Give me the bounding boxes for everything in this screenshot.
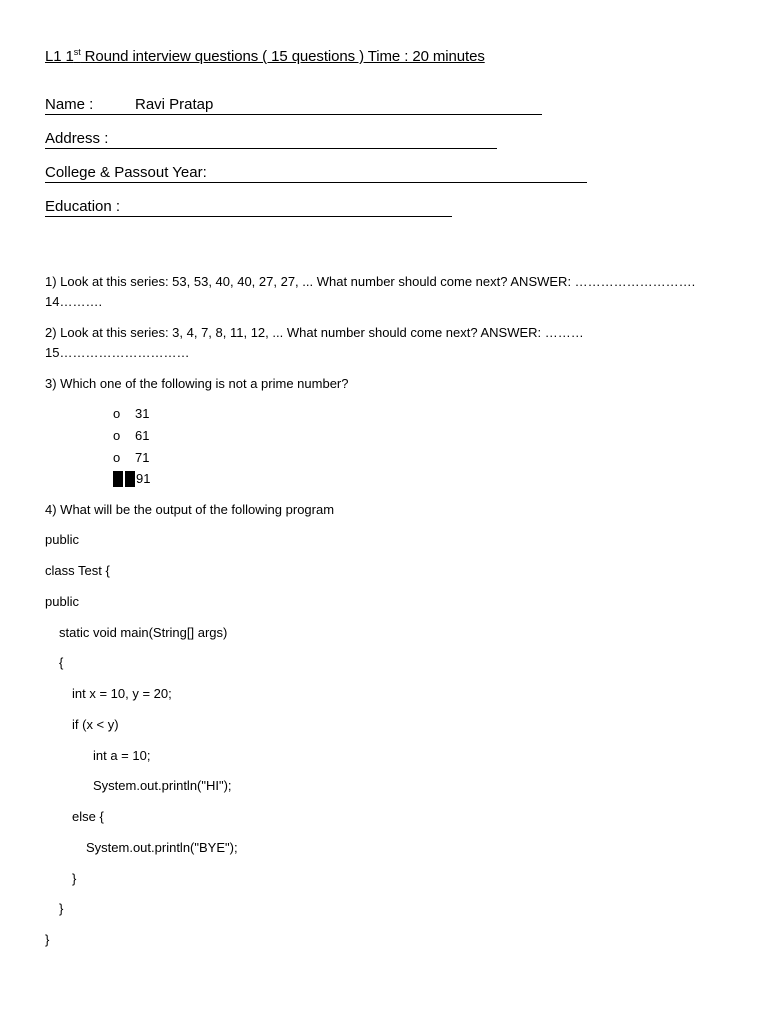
- code-line: System.out.println("BYE");: [86, 840, 238, 855]
- address-underline: [45, 148, 497, 149]
- college-underline: [45, 182, 587, 183]
- code-line: System.out.println("HI");: [93, 778, 232, 793]
- option-bullet-icon: o: [113, 450, 121, 465]
- title-prefix: L1 1: [45, 48, 74, 65]
- question-1-answer: 14……….: [45, 294, 103, 309]
- title-superscript: st: [73, 47, 81, 57]
- title-rest: Round interview questions ( 15 questions ) Time : 20 minutes: [80, 48, 485, 65]
- question-3: 3) Which one of the following is not a prime number?: [45, 376, 349, 391]
- question-1-line-1: 1) Look at this series: 53, 53, 40, 40, 27, 27, ... What number should come next? ANSWER: ……………………….: [45, 274, 696, 289]
- name-value: Ravi Pratap: [135, 96, 214, 113]
- name-field: [45, 96, 545, 116]
- name-underline: [45, 114, 542, 115]
- option-bullet-icon: o: [113, 406, 121, 421]
- option-31: 31: [135, 406, 150, 421]
- code-line: int a = 10;: [93, 748, 151, 763]
- code-line: int x = 10, y = 20;: [72, 686, 172, 701]
- option-71: 71: [135, 450, 150, 465]
- question-2-answer: 15…………………………: [45, 345, 190, 360]
- college-field: [45, 164, 590, 184]
- question-4: 4) What will be the output of the following program: [45, 502, 335, 517]
- question-2-line-1: 2) Look at this series: 3, 4, 7, 8, 11, 12, ... What number should come next? ANSWER: ………: [45, 325, 584, 340]
- code-line: class Test {: [45, 563, 110, 578]
- code-line: else {: [72, 809, 104, 824]
- code-line: if (x < y): [72, 717, 119, 732]
- college-label: College & Passout Year:: [45, 164, 207, 181]
- code-line: }: [45, 932, 50, 947]
- selected-answer-mark-icon: [113, 471, 135, 487]
- option-91: 91: [136, 471, 151, 486]
- code-line: {: [59, 655, 64, 670]
- education-underline: [45, 216, 452, 217]
- code-line: public: [45, 594, 79, 609]
- code-line: static void main(String[] args): [59, 625, 228, 640]
- address-field: [45, 130, 505, 150]
- option-61: 61: [135, 428, 150, 443]
- name-label: Name :: [45, 96, 94, 113]
- code-line: public: [45, 532, 79, 547]
- option-bullet-icon: o: [113, 428, 121, 443]
- education-label: Education :: [45, 198, 121, 215]
- page-title: [45, 48, 485, 65]
- code-line: }: [72, 871, 77, 886]
- address-label: Address :: [45, 130, 109, 147]
- code-line: }: [59, 901, 64, 916]
- education-field: [45, 198, 455, 218]
